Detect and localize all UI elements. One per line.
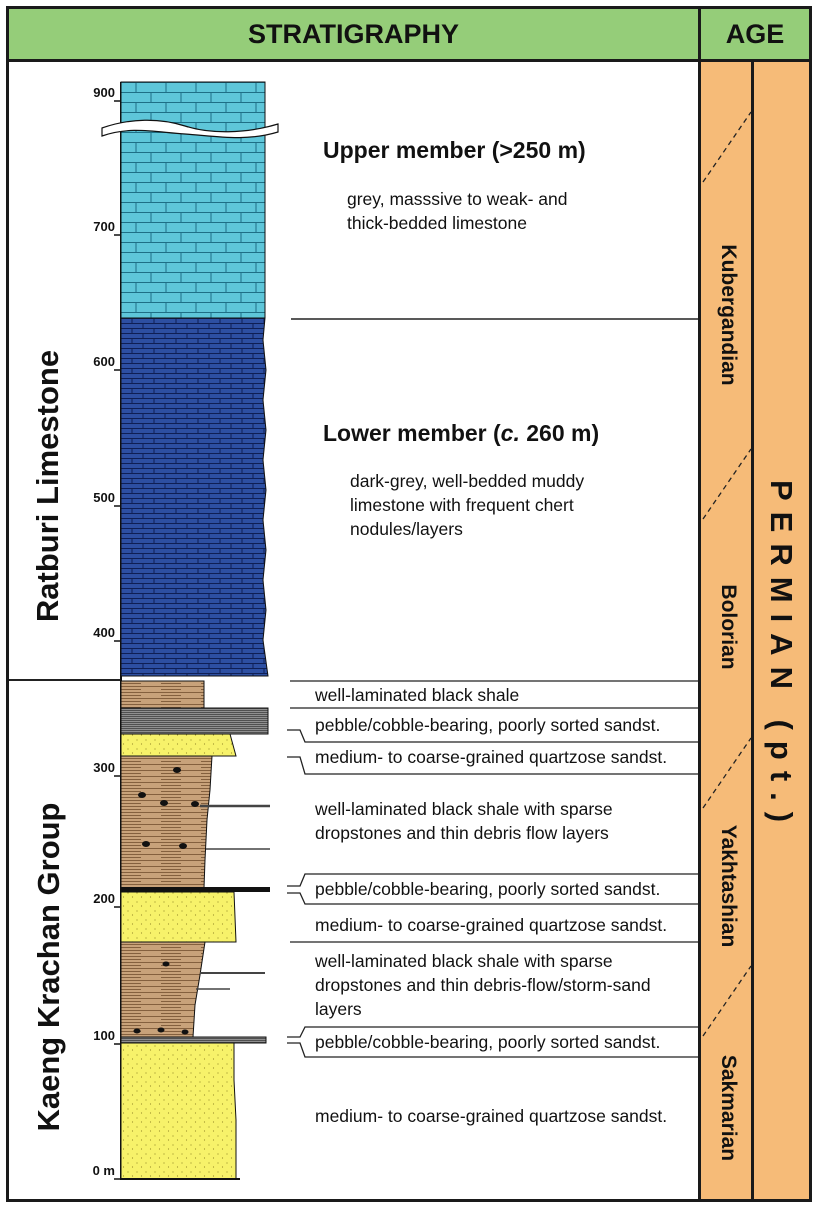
formation-ratburi-label: Ratburi Limestone [30,349,65,623]
lower-member-title-end: 260 m) [519,420,600,446]
unit-description: pebble/cobble-bearing, poorly sorted sandst. [315,1032,661,1052]
upper-member-description [347,187,567,235]
unit-description: pebble/cobble-bearing, poorly sorted sandst. [315,715,661,735]
age-header-label: AGE [725,18,785,49]
lower-limestone-bed [121,318,268,676]
unit-description [315,949,651,1021]
conglomerate-bed [121,1037,266,1043]
unit-description [315,797,613,845]
scale-tick: 0 m [92,1163,115,1178]
scale-tick: 100 [93,1028,115,1043]
scale-tick: 300 [93,760,115,775]
description-line: dropstones and thin debris flow layers [315,823,609,843]
stage-kubergandian: Kubergandian [717,244,740,386]
scale-tick: 600 [93,354,115,369]
black-shale-bed [121,942,205,1037]
lower-member-title-start: Lower member ( [323,420,501,446]
description-line: dark-grey, well-bedded muddy [350,471,585,491]
sandstone-bed [121,1043,236,1179]
unit-description: medium- to coarse-grained quartzose sandst. [315,1106,668,1126]
unit-description: pebble/cobble-bearing, poorly sorted sandst. [315,879,661,899]
scale-tick: 500 [93,490,115,505]
description-line: grey, masssive to weak- and [347,189,568,209]
lower-member-title [323,420,599,447]
lower-member-description [350,469,584,541]
conglomerate-bed [121,708,268,734]
system-permian: PERMIAN (pt.) [764,480,799,834]
scale-tick: 900 [93,85,115,100]
description-line: limestone with frequent chert [350,495,574,515]
unit-description: medium- to coarse-grained quartzose sandst. [315,747,668,767]
stage-sakmarian: Sakmarian [717,1054,740,1162]
stage-bolorian: Bolorian [717,584,740,670]
conglomerate-bed [121,887,270,892]
stage-yakhtashian: Yakhtashian [717,824,740,948]
scale-ticks [114,101,121,1179]
stratigraphy-header-label: STRATIGRAPHY [247,18,459,49]
description-line: thick-bedded limestone [347,213,527,233]
description-line: nodules/layers [350,519,463,539]
unit-description: well-laminated black shale [315,685,520,705]
scale-tick: 400 [93,625,115,640]
description-line: dropstones and thin debris-flow/storm-sand [315,975,651,995]
description-line: well-laminated black shale with sparse [315,799,613,819]
formation-kaeng-krachan-label: Kaeng Krachan Group [31,802,66,1132]
description-line: well-laminated black shale with sparse [315,951,613,971]
upper-member-title: Upper member (>250 m) [323,137,586,163]
scale-tick: 200 [93,891,115,906]
description-line: layers [315,999,362,1019]
black-shale-bed [121,681,204,708]
lower-member-title-circa: c. [500,420,520,446]
black-shale-bed [121,756,212,888]
sandstone-bed [121,892,236,942]
scale-tick: 700 [93,219,115,234]
unit-description: medium- to coarse-grained quartzose sandst. [315,915,668,935]
upper-limestone-bed [121,82,265,318]
sandstone-bed [121,734,236,756]
